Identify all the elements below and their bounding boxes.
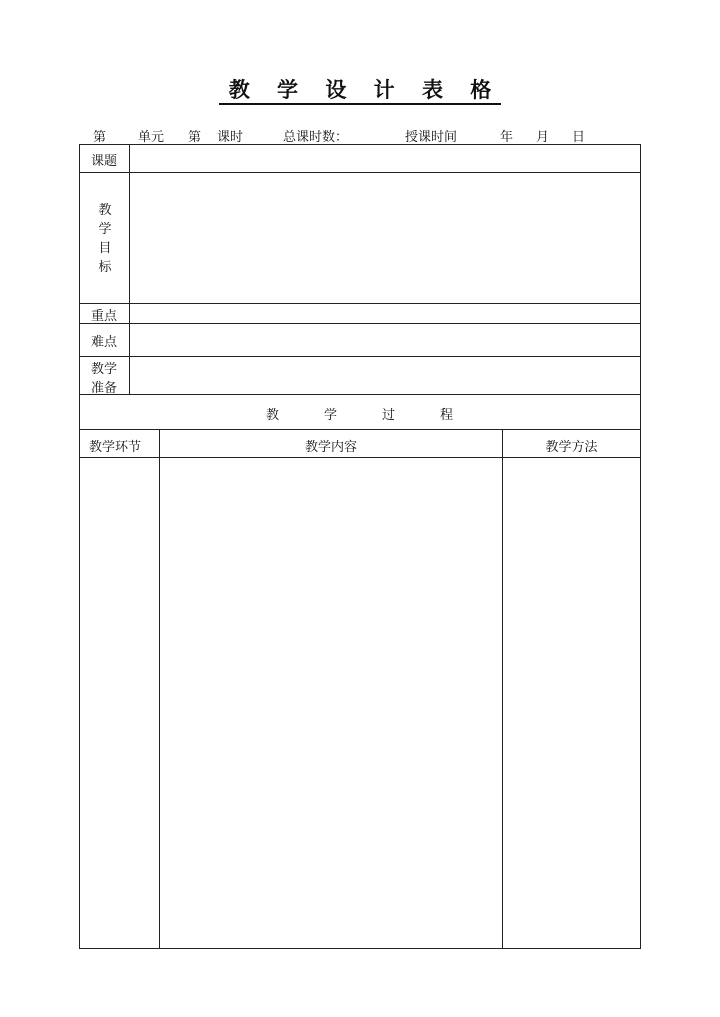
key-points-label: 重点 xyxy=(91,309,118,324)
prep-field[interactable] xyxy=(130,357,640,393)
header-day: 日 xyxy=(572,130,586,145)
objectives-field[interactable] xyxy=(130,173,640,302)
objectives-char: 目 xyxy=(98,241,112,256)
key-points-field[interactable] xyxy=(130,304,640,322)
objectives-label xyxy=(97,201,113,277)
objectives-char: 教 xyxy=(98,203,112,218)
prep-label-line2: 准备 xyxy=(91,381,118,396)
process-heading-char: 程 xyxy=(440,408,454,423)
header-lesson: 课时 xyxy=(217,130,244,145)
topic-label: 课题 xyxy=(91,154,118,169)
row-divider xyxy=(79,394,641,395)
objectives-char: 标 xyxy=(98,260,112,275)
content-field[interactable] xyxy=(160,458,501,948)
column-header-content: 教学内容 xyxy=(304,440,357,455)
page-title: 教 学 设 计 表 格 xyxy=(0,74,720,104)
header-month: 月 xyxy=(536,130,550,145)
header-teach-time: 授课时间 xyxy=(405,130,458,145)
stage-field[interactable] xyxy=(80,458,158,948)
difficulties-field[interactable] xyxy=(130,324,640,355)
difficulties-label: 难点 xyxy=(91,335,118,350)
topic-field[interactable] xyxy=(129,145,640,171)
header-year: 年 xyxy=(500,130,514,145)
prep-label-line1: 教学 xyxy=(91,362,118,377)
column-header-method: 教学方法 xyxy=(545,440,598,455)
process-heading-char: 学 xyxy=(324,408,338,423)
process-heading-char: 教 xyxy=(266,408,280,423)
column-header-stage: 教学环节 xyxy=(89,440,142,455)
objectives-char: 学 xyxy=(98,222,112,237)
process-heading-char: 过 xyxy=(382,408,396,423)
header-di-lesson: 第 xyxy=(188,130,202,145)
header-total-hours: 总课时数： xyxy=(283,130,349,145)
method-field[interactable] xyxy=(503,458,640,948)
header-di-unit: 第 xyxy=(93,130,107,145)
row-divider xyxy=(79,429,641,430)
header-unit: 单元 xyxy=(138,130,165,145)
